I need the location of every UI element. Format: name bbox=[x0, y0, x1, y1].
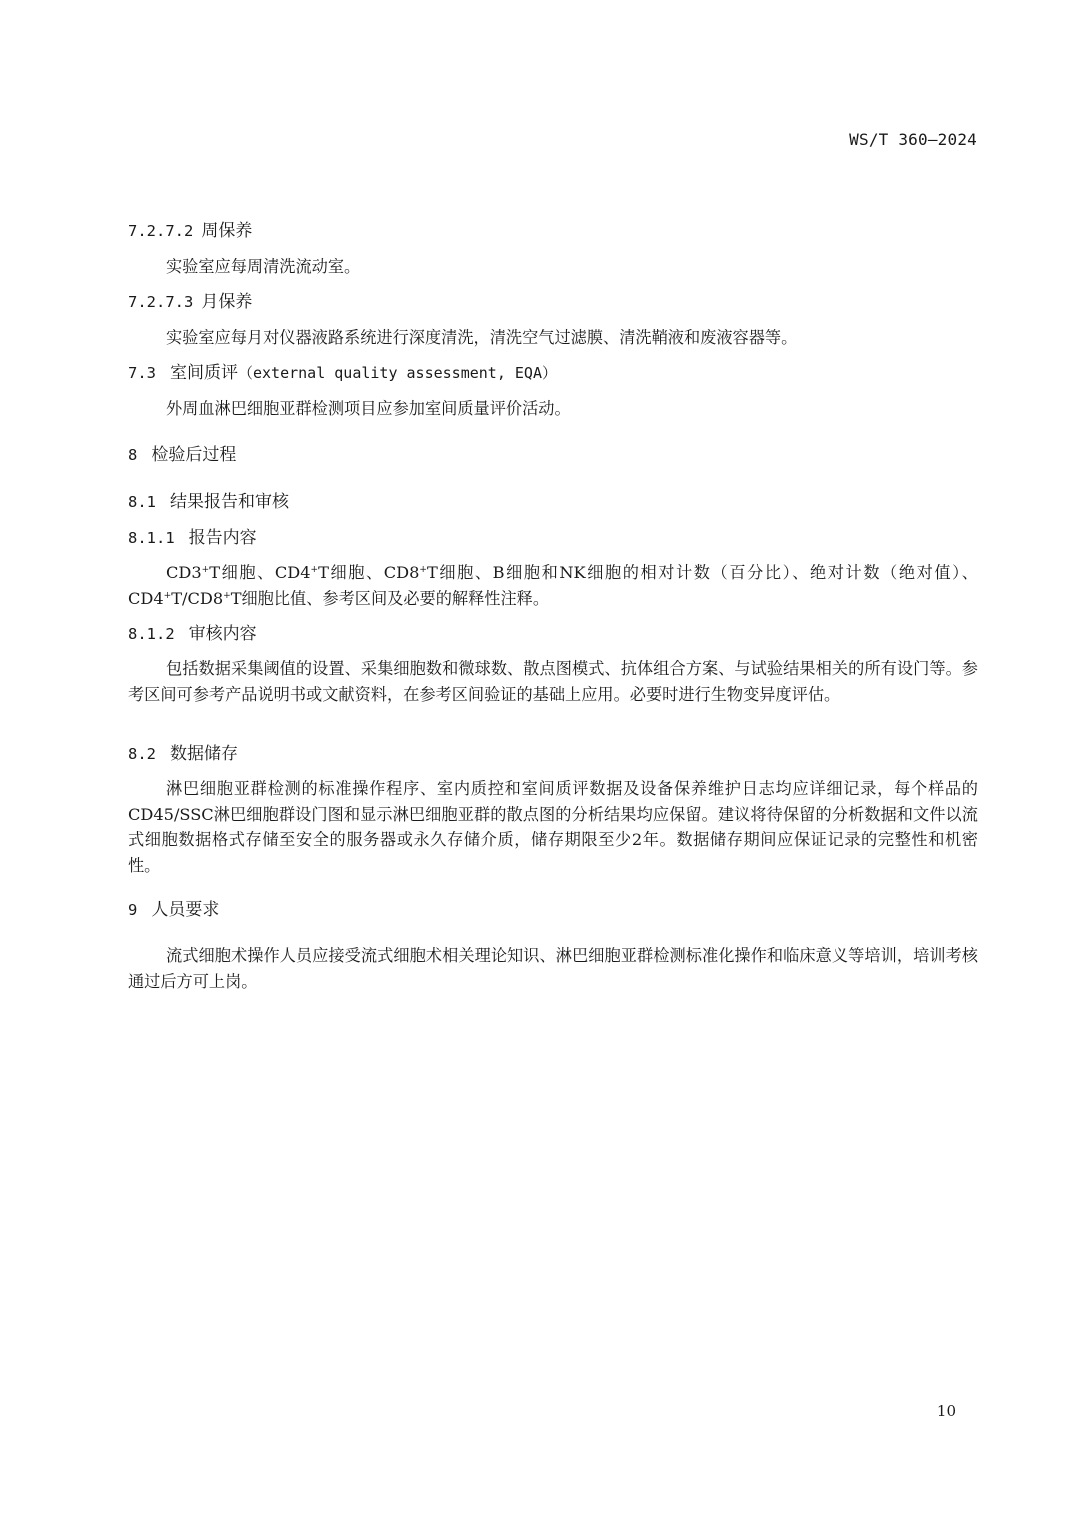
section-number: 7.2.7.3 bbox=[128, 293, 194, 311]
heading-8-1-2 bbox=[128, 621, 978, 647]
section-number: 8.1.1 bbox=[128, 529, 175, 547]
section-number: 8.1 bbox=[128, 493, 156, 511]
section-title: 周保养 bbox=[201, 221, 253, 241]
text-run: CD3 bbox=[166, 563, 202, 582]
paragraph-7-3: 外周血淋巴细胞亚群检测项目应参加室间质量评价活动。 bbox=[166, 399, 571, 418]
heading-7-2-7-3 bbox=[128, 289, 978, 315]
section-title: 审核内容 bbox=[188, 624, 257, 644]
section-number: 7.2.7.2 bbox=[128, 222, 194, 240]
text-run: T/CD8 bbox=[171, 588, 224, 608]
section-title-english: （external quality assessment, EQA） bbox=[238, 364, 557, 382]
paragraph-7-2-7-2: 实验室应每周清洗流动室。 bbox=[166, 257, 361, 276]
section-title: 报告内容 bbox=[188, 528, 257, 548]
section-number: 8 bbox=[128, 446, 138, 464]
heading-8 bbox=[128, 442, 978, 468]
paragraph-8-1-2: 包括数据采集阈值的设置、采集细胞数和微球数、散点图模式、抗体组合方案、与试验结果相关的所有设门等。参考区间可参考产品说明书或文献资料，在参考区间验证的基础上应用。必要时进行生物变异度评估。 bbox=[128, 659, 978, 704]
section-title: 数据储存 bbox=[170, 744, 238, 764]
heading-9 bbox=[128, 897, 978, 923]
document-id: WS/T 360—2024 bbox=[849, 130, 977, 149]
superscript-plus: + bbox=[223, 590, 231, 601]
section-title: 结果报告和审核 bbox=[170, 492, 289, 512]
section-number: 8.1.2 bbox=[128, 625, 175, 643]
section-title: 人员要求 bbox=[151, 900, 220, 920]
text-run: T细胞、CD8 bbox=[318, 563, 420, 582]
heading-8-1 bbox=[128, 489, 978, 515]
text-run: T细胞、CD4 bbox=[209, 563, 311, 582]
paragraph-7-2-7-3: 实验室应每月对仪器液路系统进行深度清洗，清洗空气过滤膜、清洗鞘液和废液容器等。 bbox=[166, 328, 798, 347]
superscript-plus: + bbox=[419, 565, 427, 575]
heading-7-3 bbox=[128, 360, 978, 386]
paragraph-9: 流式细胞术操作人员应接受流式细胞术相关理论知识、淋巴细胞亚群检测标准化操作和临床意义等培训，培训考核通过后方可上岗。 bbox=[128, 946, 978, 991]
section-number: 8.2 bbox=[128, 745, 156, 763]
section-title: 室间质评 bbox=[170, 363, 238, 383]
superscript-plus: + bbox=[310, 565, 319, 575]
section-title: 月保养 bbox=[201, 292, 253, 312]
superscript-plus: + bbox=[201, 565, 210, 575]
text-run: T细胞、B细胞和NK细胞的相对计数（百分比）、绝对计数（绝对值）、CD4 bbox=[128, 563, 978, 608]
text-run: T细胞比值、参考区间及必要的解释性注释。 bbox=[230, 588, 550, 608]
paragraph-8-2: 淋巴细胞亚群检测的标准操作程序、室内质控和室间质评数据及设备保养维护日志均应详细记录，每个样品的CD45/SSC淋巴细胞群设门图和显示淋巴细胞亚群的散点图的分析结果均应保留。建议将待保留的分析数据和文件以流式细胞数据格式存储至安全的服务器或永久存储介质，储存期限至少2年。数据储存期间应保证记录的完整性和机密性。 bbox=[128, 779, 978, 875]
heading-7-2-7-2 bbox=[128, 218, 978, 244]
heading-8-1-1 bbox=[128, 525, 978, 551]
page-number: 10 bbox=[936, 1402, 956, 1420]
section-title: 检验后过程 bbox=[151, 445, 237, 465]
section-number: 9 bbox=[128, 901, 138, 919]
heading-8-2 bbox=[128, 741, 978, 767]
paragraph-8-1-1 bbox=[128, 560, 978, 611]
superscript-plus: + bbox=[163, 590, 172, 601]
section-number: 7.3 bbox=[128, 364, 156, 382]
